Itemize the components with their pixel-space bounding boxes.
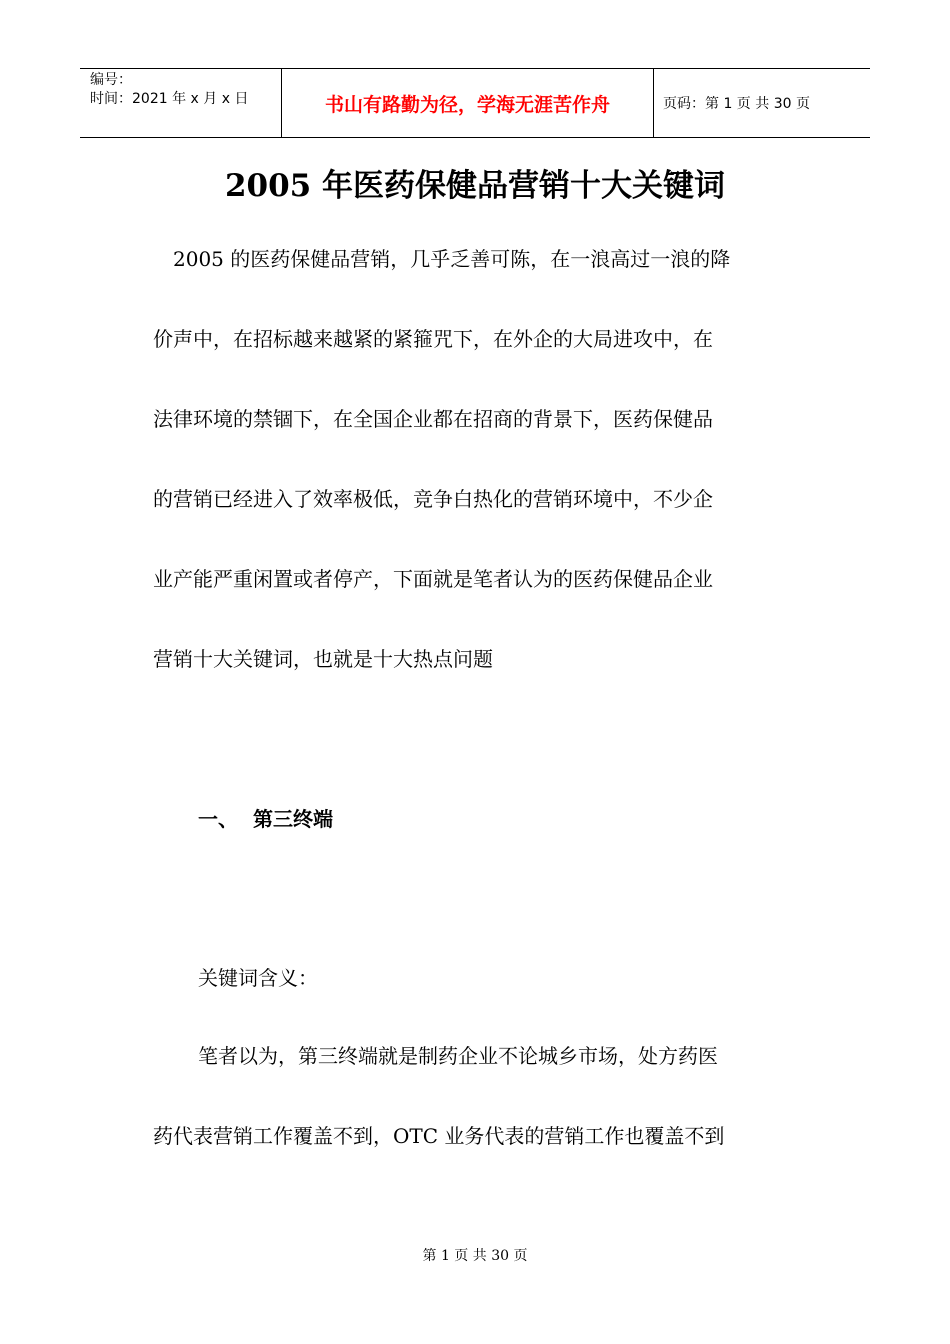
- section-number: 一、: [198, 807, 238, 831]
- intro-line: 价声中，在招标越来越紧的紧箍咒下，在外企的大局进攻中，在: [153, 327, 713, 351]
- section-heading: [198, 803, 333, 832]
- intro-line: 业产能严重闲置或者停产，下面就是笔者认为的医药保健品企业: [153, 567, 713, 591]
- intro-line: 法律环境的禁锢下，在全国企业都在招商的背景下，医药保健品: [153, 407, 713, 431]
- document-title: 2005 年医药保健品营销十大关键词: [224, 168, 726, 204]
- number-label: 编号：: [90, 72, 132, 88]
- page-footer: 第 1 页 共 30 页: [422, 1248, 528, 1264]
- body-line: 药代表营销工作覆盖不到，OTC 业务代表的营销工作也覆盖不到: [153, 1124, 725, 1148]
- section-title: 第三终端: [253, 807, 333, 831]
- header-page-info: 页码：第 1 页 共 30 页: [663, 96, 810, 112]
- intro-line: 的营销已经进入了效率极低，竞争白热化的营销环境中，不少企: [153, 487, 713, 511]
- time-label: 时间：2021 年 x 月 x 日: [90, 91, 249, 107]
- keyword-label: 关键词含义：: [198, 966, 318, 990]
- header-motto: 书山有路勤为径，学海无涯苦作舟: [281, 69, 654, 137]
- intro-line: 2005 的医药保健品营销，几乎乏善可陈，在一浪高过一浪的降: [173, 247, 731, 271]
- intro-line: 营销十大关键词，也就是十大热点问题: [153, 647, 493, 671]
- header-meta: [80, 69, 281, 137]
- body-line: 笔者以为，第三终端就是制药企业不论城乡市场，处方药医: [198, 1044, 718, 1068]
- document-header: [80, 68, 870, 138]
